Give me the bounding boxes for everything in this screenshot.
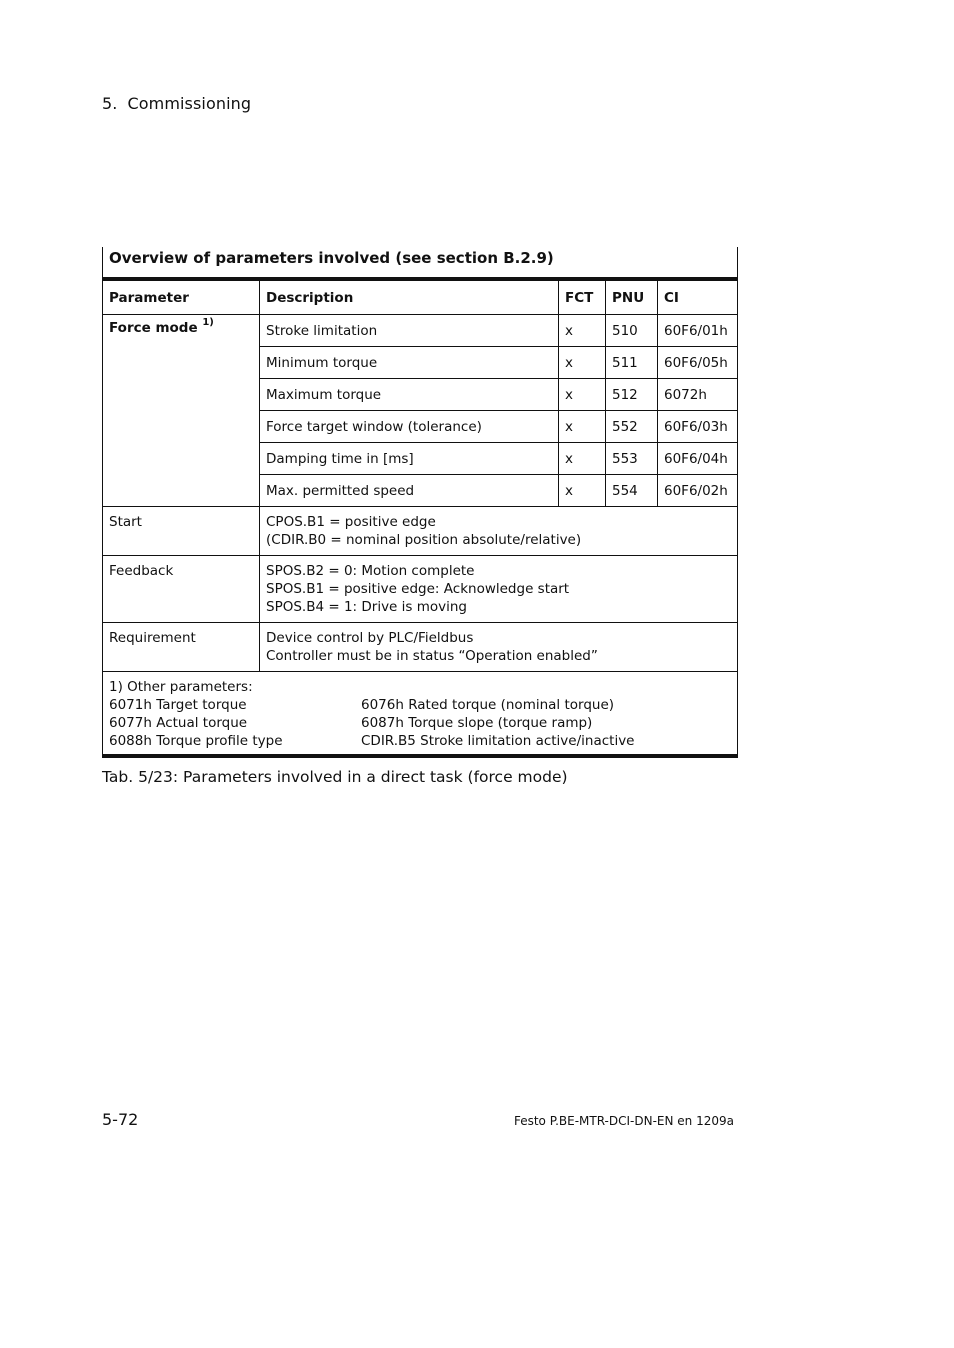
chapter-title: Commissioning [127,94,252,113]
footnote-item: 6087h Torque slope (torque ramp) [361,715,593,731]
footnote-item: 6071h Target torque [109,697,247,713]
force-mode-label-cell [103,315,260,507]
start-line: (CDIR.B0 = nominal position absolute/relative) [266,532,582,548]
ci-cell: 60F6/02h [658,475,738,507]
pnu-cell: 552 [606,411,658,443]
ci-cell: 60F6/04h [658,443,738,475]
document-reference: Festo P.BE-MTR-DCI-DN-EN en 1209a [513,1114,734,1128]
footnote-item: 6076h Rated torque (nominal torque) [361,697,615,713]
fct-cell: x [559,475,606,507]
fct-cell: x [559,443,606,475]
page-number: 5-72 [102,1110,139,1129]
table-header-row [103,279,738,315]
pnu-cell: 553 [606,443,658,475]
fct-cell: x [559,315,606,347]
column-header: CI [658,279,738,315]
feedback-line: SPOS.B4 = 1: Drive is moving [266,599,468,615]
fct-cell: x [559,379,606,411]
column-header: Description [260,279,559,315]
force-mode-label: Force mode [109,320,198,336]
description-cell: Force target window (tolerance) [260,411,559,443]
description-cell: Stroke limitation [260,315,559,347]
parameters-table [102,247,738,758]
feedback-label: Feedback [103,556,260,623]
fct-cell: x [559,347,606,379]
feedback-description [260,556,738,623]
start-label: Start [103,507,260,556]
column-header: Parameter [103,279,260,315]
requirement-line: Controller must be in status “Operation enabled” [266,648,598,664]
ci-cell: 60F6/03h [658,411,738,443]
footnote-item: 6088h Torque profile type [109,733,283,749]
description-cell: Damping time in [ms] [260,443,559,475]
description-cell: Max. permitted speed [260,475,559,507]
pnu-cell: 512 [606,379,658,411]
column-header: PNU [606,279,658,315]
fct-cell: x [559,411,606,443]
feedback-line: SPOS.B1 = positive edge: Acknowledge start [266,581,570,597]
footnote-item: CDIR.B5 Stroke limitation active/inactive [361,733,635,749]
description-cell: Minimum torque [260,347,559,379]
ci-cell: 6072h [658,379,738,411]
start-description [260,507,738,556]
table-title-row [103,247,738,279]
footnote-row [103,672,738,757]
chapter-heading [102,94,251,113]
feedback-row [103,556,738,623]
pnu-cell: 511 [606,347,658,379]
description-cell: Maximum torque [260,379,559,411]
requirement-line: Device control by PLC/Fieldbus [266,630,474,646]
footnote-grid [109,696,731,750]
requirement-label: Requirement [103,623,260,672]
start-line: CPOS.B1 = positive edge [266,514,436,530]
start-row [103,507,738,556]
chapter-number: 5. [102,94,118,113]
requirement-description [260,623,738,672]
footnote-heading: 1) Other parameters: [109,679,253,695]
footnote-mark: 1) [202,317,214,328]
pnu-cell: 554 [606,475,658,507]
requirement-row [103,623,738,672]
column-header: FCT [559,279,606,315]
footnote-item: 6077h Actual torque [109,715,248,731]
ci-cell: 60F6/01h [658,315,738,347]
feedback-line: SPOS.B2 = 0: Motion complete [266,563,475,579]
footnote-cell [103,672,738,757]
pnu-cell: 510 [606,315,658,347]
table-title: Overview of parameters involved (see section B.2.9) [103,247,738,279]
ci-cell: 60F6/05h [658,347,738,379]
table-row [103,315,738,347]
table-caption: Tab. 5/23: Parameters involved in a direct task (force mode) [102,768,568,786]
